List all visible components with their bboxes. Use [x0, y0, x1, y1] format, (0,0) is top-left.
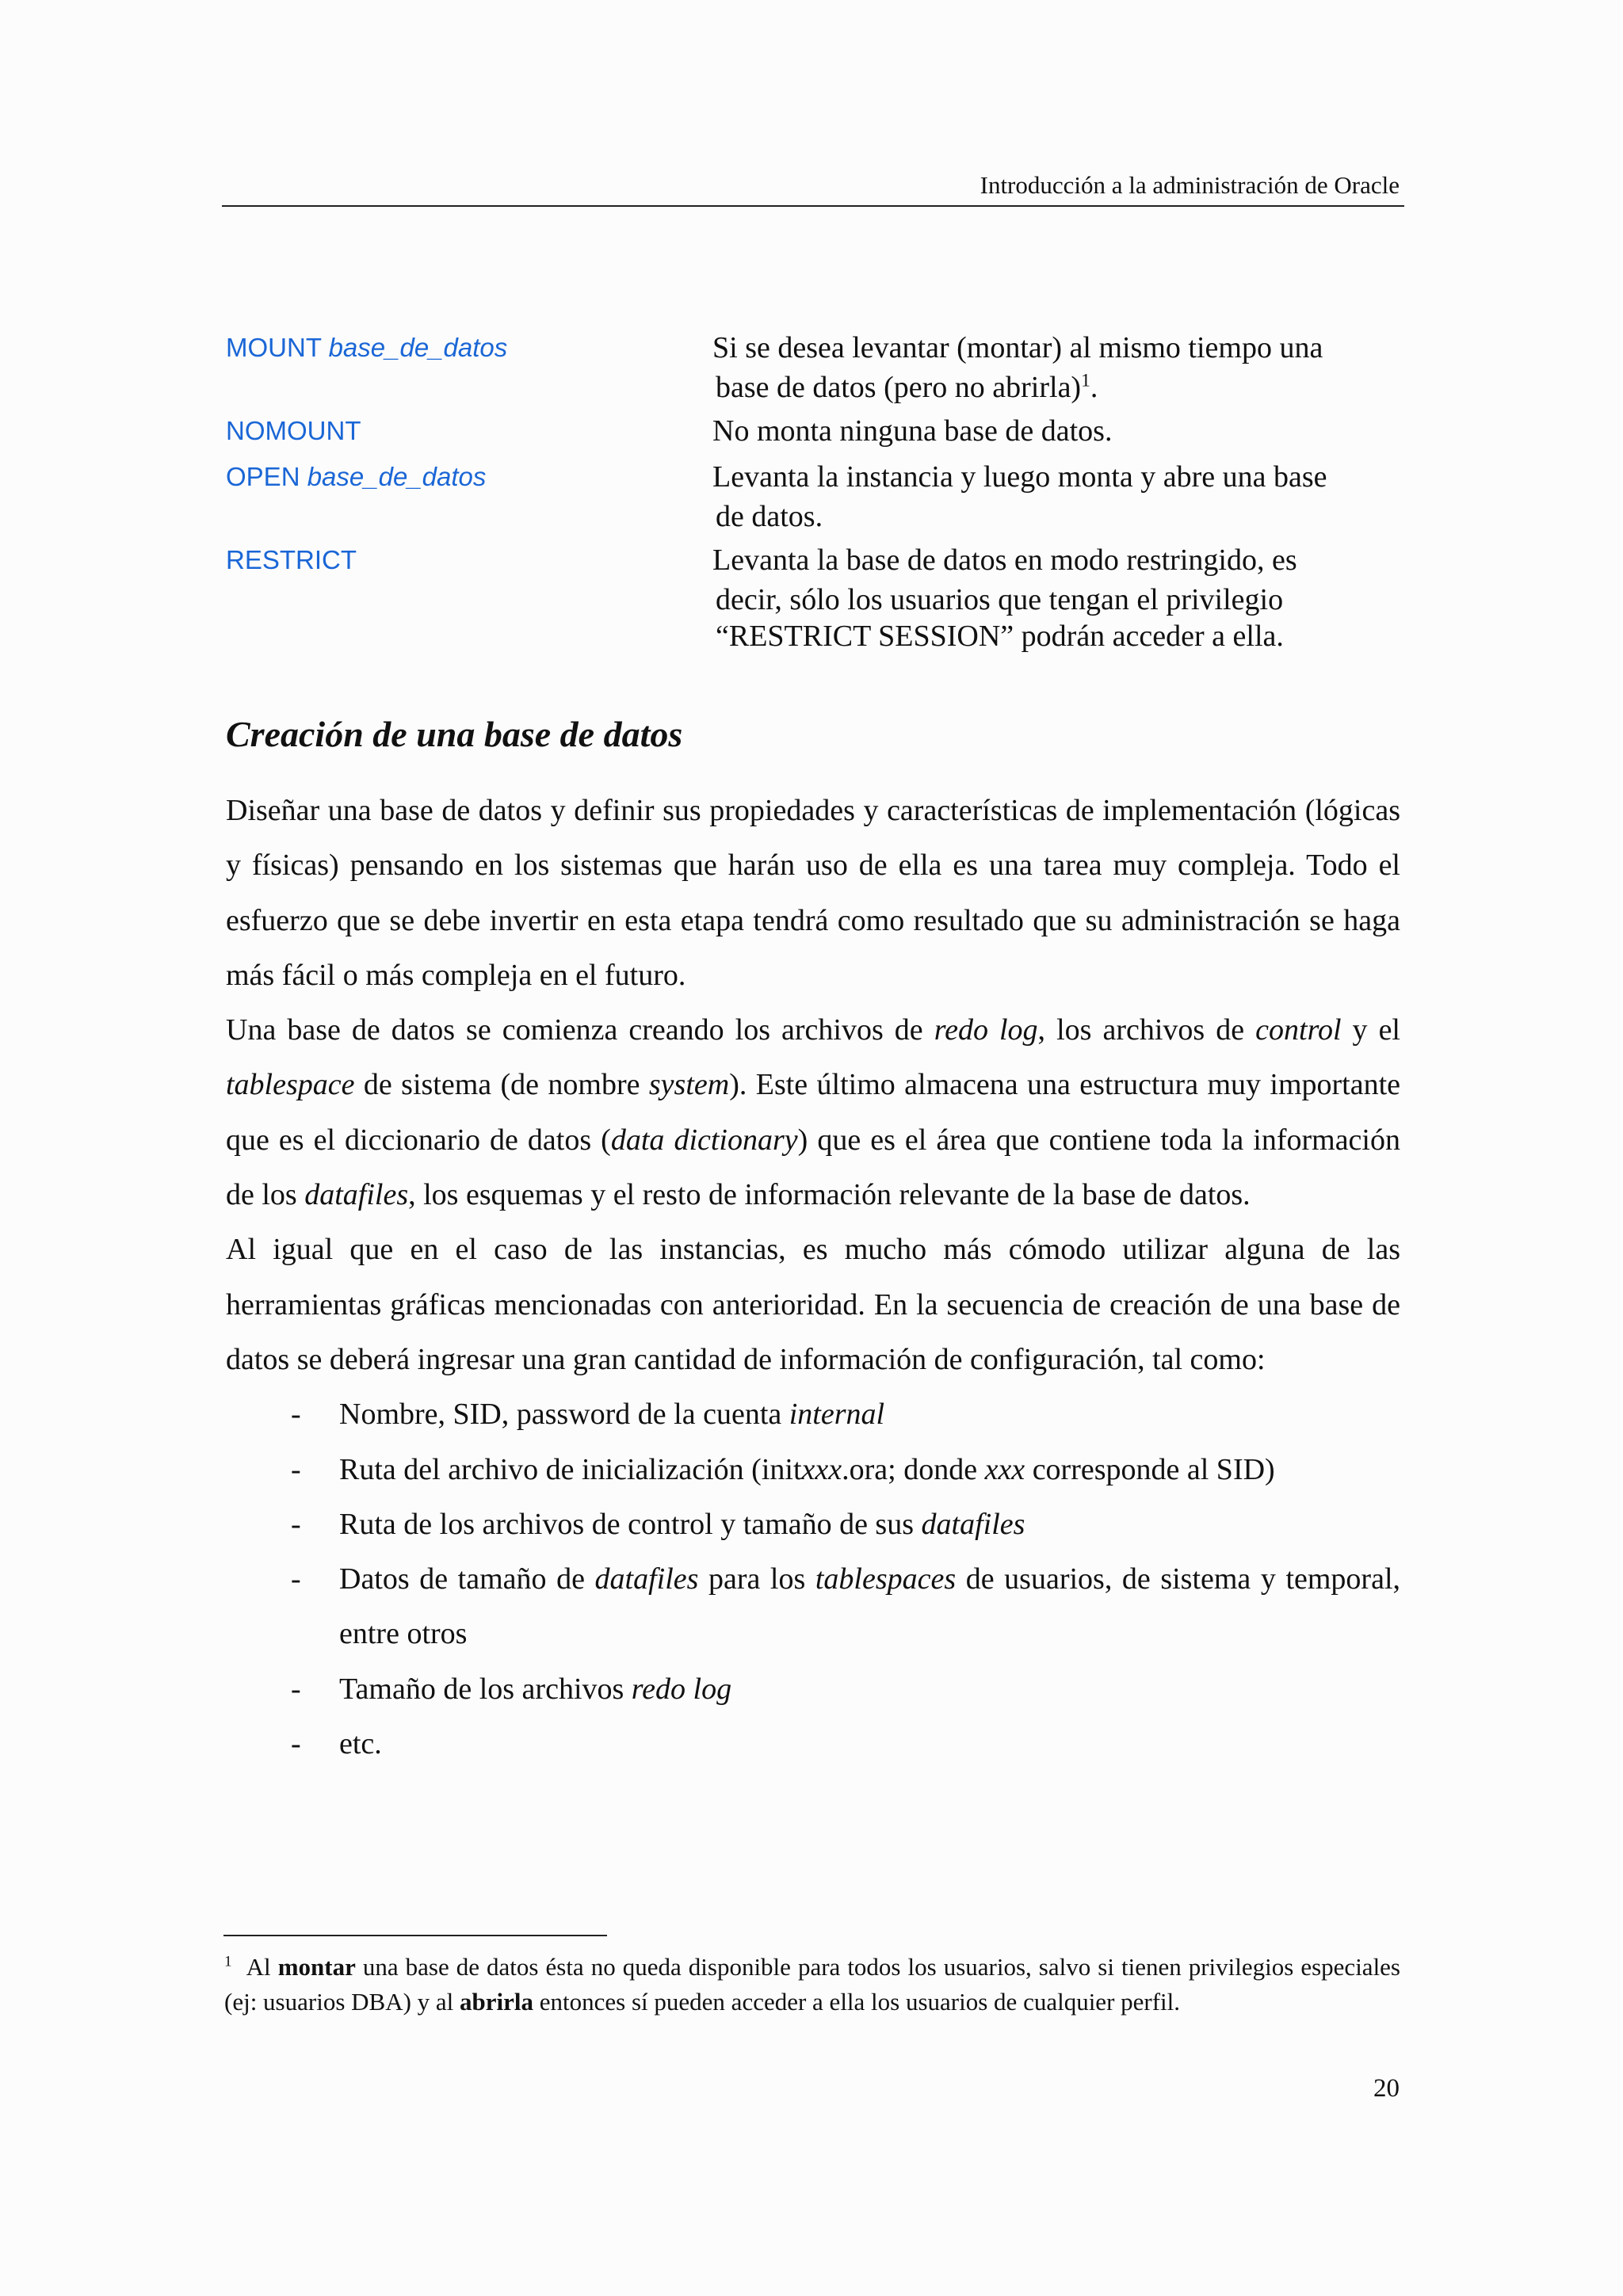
italic-term: control — [1255, 1013, 1342, 1047]
text-run: Ruta del archivo de inicialización (init — [339, 1452, 802, 1486]
italic-term: system — [648, 1068, 730, 1102]
paragraph: Diseñar una base de datos y definir sus propiedades y características de implementación (lógicas y físicas) pensando en los sistemas que harán uso de ella es una tarea muy compleja. Todo el esfuerzo que se debe invertir en esta etapa tendrá como resultado que su administración se haga más fácil o más compleja en el futuro. — [226, 794, 1400, 992]
description-text: base de datos (pero no abrirla) — [716, 371, 1082, 404]
list-item — [226, 1443, 1400, 1497]
footnote-rule — [223, 1935, 607, 1936]
text-run: Una base de datos se comienza creando los archivos de — [226, 1013, 934, 1047]
section-title: Creación de una base de datos — [226, 714, 683, 754]
description-text: . — [1090, 371, 1098, 404]
list-dash: - — [291, 1452, 301, 1486]
option-description — [712, 540, 1400, 656]
description-line: de datos. — [716, 500, 823, 533]
list-dash: - — [291, 1507, 301, 1541]
description-line: “RESTRICT SESSION” podrán acceder a ella. — [716, 620, 1284, 653]
page-number: 20 — [1373, 2074, 1400, 2103]
option-description — [712, 411, 1400, 451]
italic-term: datafiles — [921, 1507, 1025, 1541]
text-run: de usuarios, de sistema y temporal, entre otros — [339, 1562, 1401, 1651]
paragraph: Al igual que en el caso de las instancias, es mucho más cómodo utilizar alguna de las herramientas gráficas mencionadas con anterioridad. En la secuencia de creación de una base de datos se deberá ingresar una gran cantidad de información de configuración, tal como: — [226, 1233, 1400, 1376]
list-item — [226, 1717, 1400, 1772]
running-header: Introducción a la administración de Oracle — [980, 171, 1400, 199]
list-dash: - — [291, 1562, 301, 1596]
footnote-ref[interactable]: 1 — [1081, 370, 1090, 391]
italic-term: tablespace — [226, 1068, 355, 1102]
italic-term: xxx — [801, 1452, 842, 1486]
italic-term: datafiles — [304, 1178, 409, 1212]
text-run: , los esquemas y el resto de información relevante de la base de datos. — [408, 1178, 1251, 1212]
text-run: ). Este último almacena una estructura muy importante que es el diccionario de datos ( — [226, 1068, 1400, 1157]
list-dash: - — [291, 1398, 301, 1432]
option-description — [712, 457, 1400, 536]
text-run: entonces sí pueden acceder a ella los usuarios de cualquier perfil. — [533, 1988, 1181, 2016]
text-run: Al — [246, 1953, 278, 1981]
italic-term: redo log — [934, 1013, 1038, 1047]
option-description — [712, 328, 1400, 407]
list-dash: - — [291, 1727, 301, 1761]
option-term — [226, 333, 507, 363]
text-run: Datos de tamaño de — [339, 1562, 595, 1596]
text-run: Ruta de los archivos de control y tamaño de sus — [339, 1507, 922, 1541]
text-run: etc. — [339, 1727, 382, 1761]
text-run: , los archivos de — [1037, 1013, 1256, 1047]
bold-term: abrirla — [460, 1988, 534, 2016]
option-term — [226, 416, 361, 446]
text-run: ) que es el área que contiene toda la información de los — [226, 1123, 1400, 1212]
text-run: y el — [1341, 1013, 1400, 1047]
description-line: Levanta la instancia y luego monta y abre una base — [712, 460, 1327, 494]
italic-term: redo log — [631, 1672, 732, 1706]
italic-term: data dictionary — [610, 1123, 798, 1157]
italic-term: datafiles — [594, 1562, 699, 1596]
description-line: Si se desea levantar (montar) al mismo tiempo una — [712, 331, 1323, 364]
list-item — [226, 1662, 1400, 1717]
footnote-number: 1 — [224, 1953, 232, 1970]
description-line: decir, sólo los usuarios que tengan el privilegio — [716, 583, 1284, 616]
footnote — [224, 1950, 1400, 2019]
text-run: .ora; donde — [842, 1452, 985, 1486]
option-keyword: OPEN — [226, 462, 300, 491]
option-term — [226, 545, 357, 575]
italic-term: internal — [789, 1398, 885, 1432]
list-item — [226, 1387, 1400, 1442]
text-run: una base de datos ésta no queda disponible para todos los usuarios, salvo si tienen privilegios especiales (ej: usuarios DBA) y al — [224, 1953, 1401, 2016]
bold-term: montar — [277, 1953, 356, 1981]
option-argument: base_de_datos — [307, 462, 487, 491]
description-line — [712, 368, 1400, 407]
option-keyword: MOUNT — [226, 333, 322, 362]
description-line: Levanta la base de datos en modo restringido, es — [712, 543, 1297, 577]
list-item — [226, 1552, 1400, 1662]
text-run: de sistema (de nombre — [354, 1068, 649, 1102]
header-rule — [222, 205, 1404, 207]
text-run: Nombre, SID, password de la cuenta — [339, 1398, 789, 1432]
option-term — [226, 462, 486, 492]
text-run: corresponde al SID) — [1025, 1452, 1275, 1486]
option-keyword: RESTRICT — [226, 545, 357, 574]
italic-term: xxx — [984, 1452, 1025, 1486]
list-item — [226, 1497, 1400, 1552]
paragraph — [226, 1003, 1400, 1222]
description-line: No monta ninguna base de datos. — [712, 414, 1113, 448]
config-list — [226, 1387, 1400, 1772]
section-body — [226, 784, 1400, 1772]
option-keyword: NOMOUNT — [226, 416, 361, 445]
text-run: para los — [698, 1562, 815, 1596]
text-run: Tamaño de los archivos — [339, 1672, 632, 1706]
italic-term: tablespaces — [815, 1562, 957, 1596]
option-argument: base_de_datos — [328, 333, 508, 362]
list-dash: - — [291, 1672, 301, 1706]
